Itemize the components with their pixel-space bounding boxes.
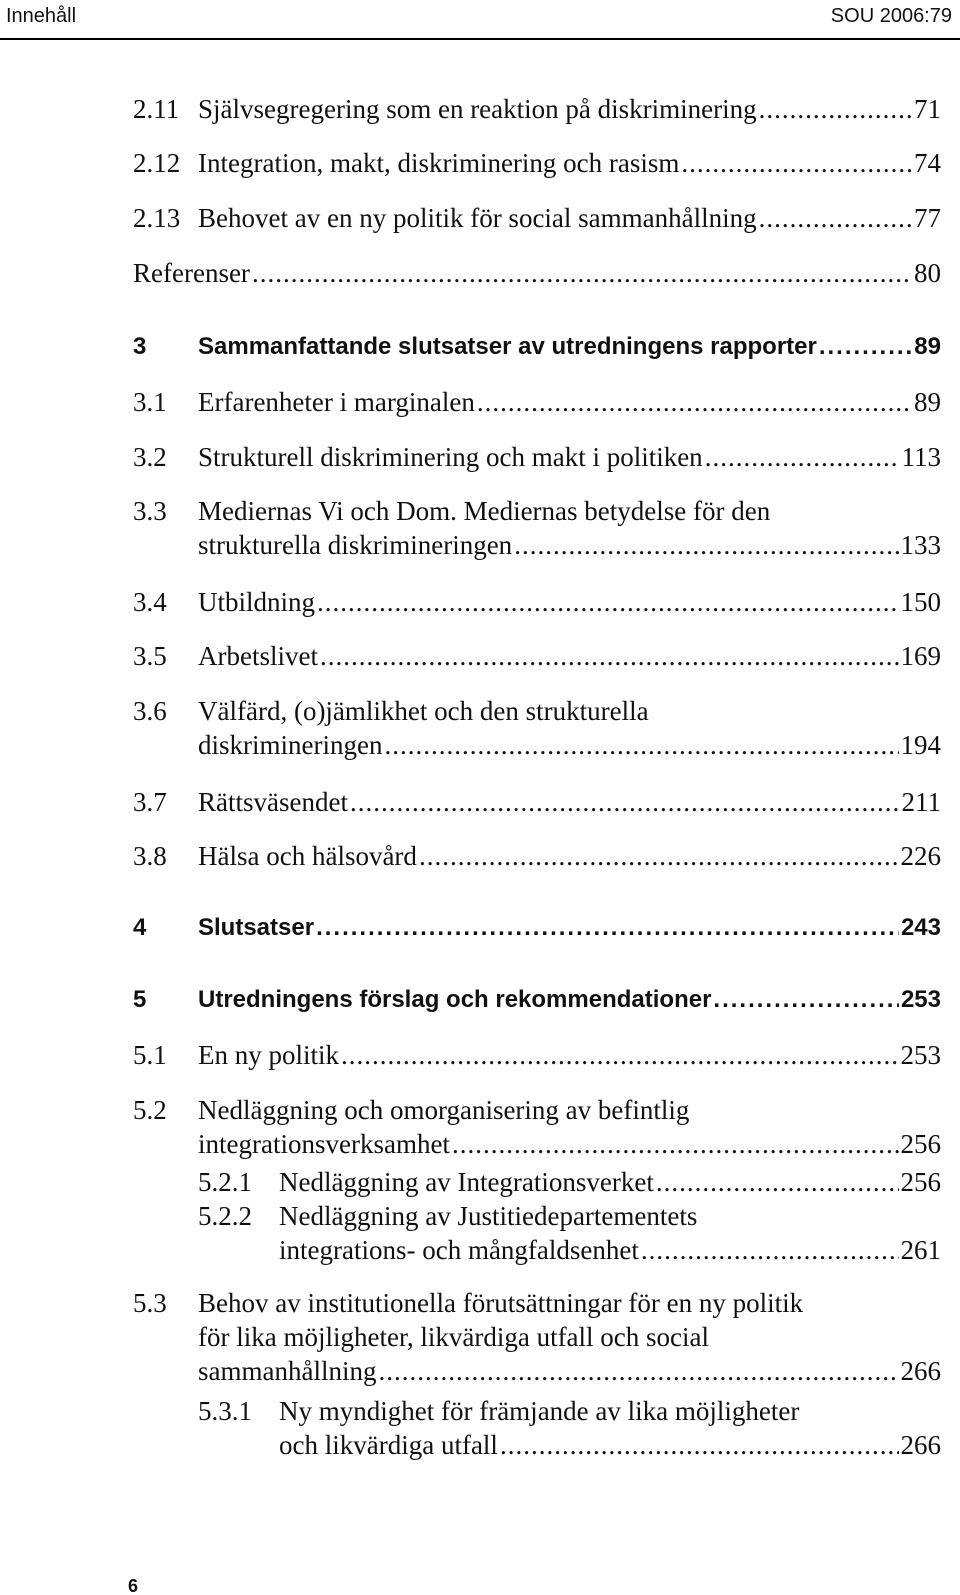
toc-subentry-title-line: Nedläggning av Justitiedepartementets [279,1201,698,1231]
dot-leader [316,911,899,945]
toc-chapter-title: Utredningens förslag och rekommendationer [198,986,712,1013]
toc-subentry-page: 266 [900,1430,941,1460]
toc-entry-page: 77 [914,203,941,233]
dot-leader [681,146,912,180]
toc-chapter-page: 253 [900,986,941,1013]
dot-leader [384,728,898,762]
toc-entry-title-line: för lika möjligheter, likvärdiga utfall och social [198,1322,710,1352]
toc-entry-title-line: Behov av institutionella förutsättningar för en ny politik [198,1288,804,1318]
toc-entry-number: 3.1 [133,387,167,417]
toc-chapter-number: 4 [133,914,147,941]
toc-entry-title: Referenser [133,258,250,288]
dot-leader [759,201,912,235]
dot-leader [819,330,912,364]
header-rule [0,38,960,40]
toc-entry-number: 3.8 [133,841,167,871]
dot-leader [500,1428,899,1462]
toc-entry-title: Strukturell diskriminering och makt i politiken [198,442,703,472]
dot-leader [514,528,898,562]
toc-entry-title-line: Välfärd, (o)jämlikhet och den strukturella [198,696,649,726]
toc-entry-title-line: Mediernas Vi och Dom. Mediernas betydelse för den [198,496,771,526]
toc-entry-number: 5.3 [133,1288,167,1318]
toc-entry-page: 89 [914,387,941,417]
toc-entry-page: 169 [900,641,941,671]
toc-entry-title: Erfarenheter i marginalen [198,387,475,417]
toc-entry-page: 80 [914,258,941,288]
dot-leader [320,639,899,673]
toc-entry-number: 2.13 [133,203,181,233]
toc-subentry-number: 5.2.2 [198,1201,252,1231]
dot-leader [341,1038,899,1072]
dot-leader [252,256,912,290]
toc-entry-number: 5.2 [133,1095,167,1125]
toc-entry-title: En ny politik [198,1040,339,1070]
header-section-title: Innehåll [6,5,77,27]
toc-entry-page: 226 [900,841,941,871]
toc-subentry-page: 261 [900,1235,941,1265]
dot-leader [477,385,912,419]
toc-entry-number: 2.12 [133,148,181,178]
toc-entry-title: Behovet av en ny politik för social sammanhållning [198,203,757,233]
toc-chapter-title: Sammanfattande slutsatser av utredningens rapporter [198,333,817,360]
toc-entry-page: 113 [901,442,941,472]
toc-entry-title: Rättsväsendet [198,787,348,817]
toc-entry-title: Självsegregering som en reaktion på diskriminering [198,94,757,124]
toc-entry-number: 2.11 [133,94,180,124]
toc-entry-page: 253 [900,1040,941,1070]
dot-leader [641,1233,899,1267]
toc-subentry-title: integrations- och mångfaldsenhet [279,1235,639,1265]
dot-leader [317,585,898,619]
toc-entry-title: sammanhållning [198,1356,377,1386]
toc-entry-number: 3.5 [133,641,167,671]
toc-chapter-page: 243 [900,914,941,941]
toc-entry-page: 256 [900,1129,941,1159]
toc-entry-page: 133 [900,530,941,560]
dot-leader [705,440,900,474]
toc-entry-title-line: Nedläggning och omorganisering av befintlig [198,1095,690,1125]
toc-entry-title: Utbildning [198,587,316,617]
toc-entry-number: 3.4 [133,587,167,617]
dot-leader [656,1165,899,1199]
dot-leader [452,1127,899,1161]
dot-leader [419,839,899,873]
toc-subentry-title: Nedläggning av Integrationsverket [279,1167,654,1197]
dot-leader [759,92,912,126]
toc-entry-page: 71 [914,94,941,124]
toc-subentry-title-line: Ny myndighet för främjande av lika möjligheter [279,1396,800,1426]
toc-entry-title: strukturella diskrimineringen [198,530,513,560]
toc-entry-page: 211 [901,787,941,817]
toc-subentry-number: 5.2.1 [198,1167,252,1197]
toc-entry-number: 3.7 [133,787,167,817]
toc-entry-number: 3.2 [133,442,167,472]
running-header [0,0,960,40]
toc-chapter-page: 89 [914,333,941,360]
toc-chapter-number: 5 [133,986,147,1013]
header-document-id: SOU 2006:79 [830,5,952,27]
toc-entry-title: integrationsverksamhet [198,1129,450,1159]
page-number: 6 [128,1576,139,1595]
toc-subentry-page: 256 [900,1167,941,1197]
toc-chapter-title: Slutsatser [198,914,315,941]
dot-leader [713,983,899,1017]
toc-subentry-number: 5.3.1 [198,1396,252,1426]
toc-entry-number: 5.1 [133,1040,167,1070]
toc-subentry-title: och likvärdiga utfall [279,1430,498,1460]
toc-entry-page: 266 [900,1356,941,1386]
dot-leader [378,1354,898,1388]
toc-entry-title: diskrimineringen [198,730,383,760]
toc-entry-title: Integration, makt, diskriminering och rasism [198,148,680,178]
toc-entry-title: Arbetslivet [198,641,318,671]
toc-entry-number: 3.6 [133,696,167,726]
toc-entry-page: 150 [900,587,941,617]
toc-entry-number: 3.3 [133,496,167,526]
toc-entry-page: 74 [914,148,941,178]
toc-entry-page: 194 [900,730,941,760]
toc-chapter-number: 3 [133,333,147,360]
dot-leader [350,785,900,819]
toc-entry-title: Hälsa och hälsovård [198,841,417,871]
